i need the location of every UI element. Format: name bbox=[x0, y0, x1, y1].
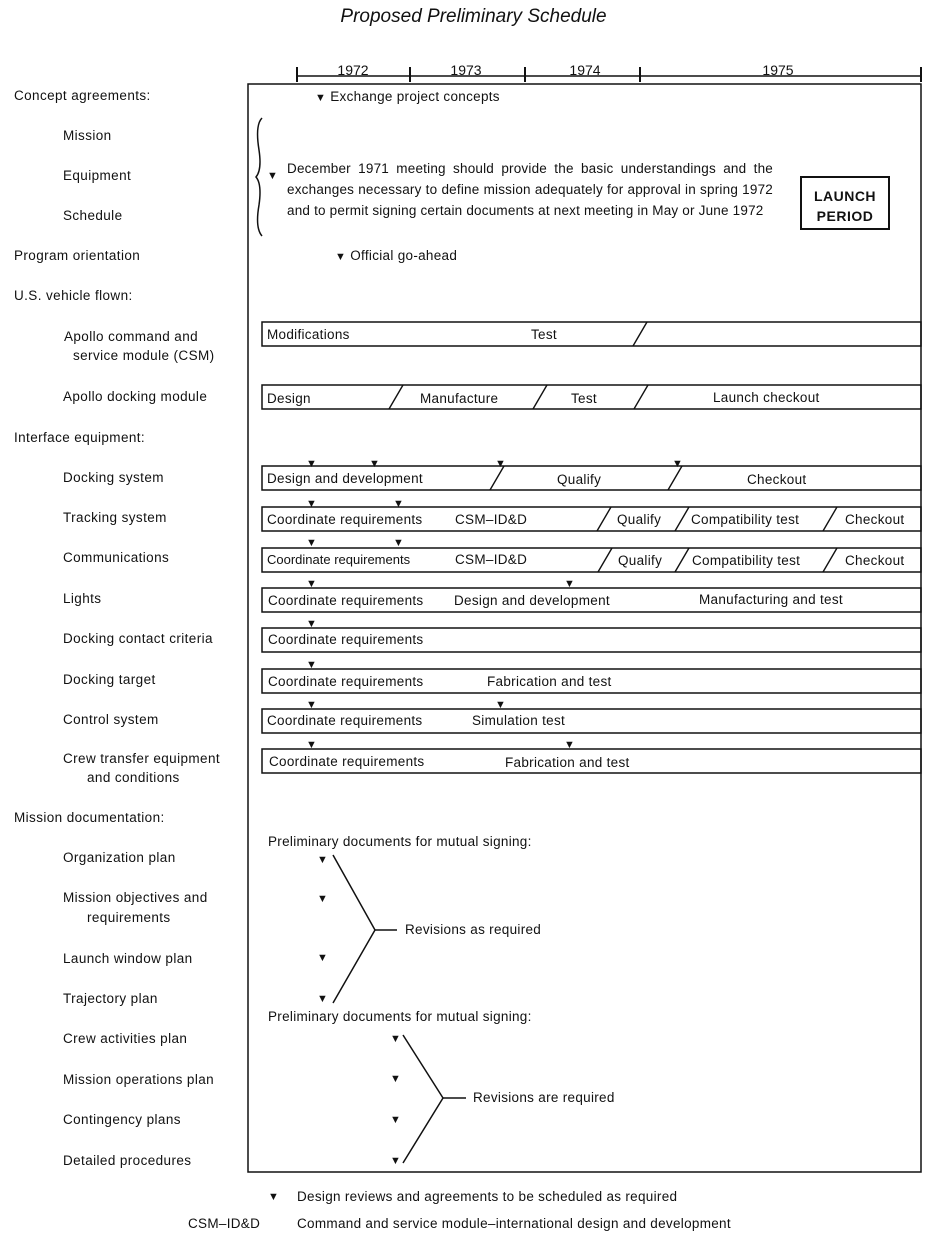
meeting-note: December 1971 meeting should provide the basic understandings and the exchanges necessary to define mission adequately for approval in spring 1972 and to permit signing certain documents at next meeting in May or June 1972 bbox=[287, 161, 773, 218]
milestone-exchange-text: Exchange project concepts bbox=[330, 89, 500, 104]
bar-communications-phase: CSM–ID&D bbox=[455, 552, 528, 567]
launch-period-line1: LAUNCH bbox=[813, 188, 877, 204]
bar-csm-phase: Modifications bbox=[267, 327, 350, 342]
down-triangle-icon: ▼ bbox=[390, 1114, 402, 1126]
down-triangle-icon: ▼ bbox=[315, 92, 327, 104]
down-triangle-icon: ▼ bbox=[672, 458, 684, 470]
down-triangle-icon: ▼ bbox=[317, 952, 329, 964]
revisions-label-1: Revisions as required bbox=[405, 922, 542, 937]
bar-docking-target-phase: Fabrication and test bbox=[487, 674, 612, 689]
down-triangle-icon: ▼ bbox=[306, 739, 318, 751]
milestone-go-ahead-text: Official go-ahead bbox=[350, 248, 458, 263]
bar-communications-phase: Compatibility test bbox=[692, 553, 801, 568]
label-mission-operations-plan: Mission operations plan bbox=[63, 1072, 215, 1087]
label-mission: Mission bbox=[63, 128, 112, 143]
bar-control-system-phase: Simulation test bbox=[472, 713, 566, 728]
bar-tracking-system-phase: Coordinate requirements bbox=[267, 512, 423, 527]
label-program-orientation: Program orientation bbox=[14, 248, 141, 263]
label-detailed-procedures: Detailed procedures bbox=[63, 1153, 192, 1168]
down-triangle-icon: ▼ bbox=[390, 1073, 402, 1085]
year-1975: 1975 bbox=[762, 62, 794, 78]
bar-tracking-system-phase: Compatibility test bbox=[691, 512, 800, 527]
label-tracking-system: Tracking system bbox=[63, 510, 167, 525]
launch-period-line2: PERIOD bbox=[816, 208, 874, 224]
legend-abbreviation-text: Command and service module–international design and development bbox=[297, 1216, 731, 1231]
label-crew-transfer-line1: Crew transfer equipment bbox=[63, 751, 221, 766]
down-triangle-icon: ▼ bbox=[306, 498, 318, 510]
page-title: Proposed Preliminary Schedule bbox=[340, 6, 607, 27]
label-csm-line2: service module (CSM) bbox=[73, 348, 215, 363]
label-schedule: Schedule bbox=[63, 208, 123, 223]
bar-docking-module-phase: Manufacture bbox=[420, 391, 499, 406]
label-equipment: Equipment bbox=[63, 168, 132, 183]
bar-communications-phase: Coordinate requirements bbox=[267, 552, 411, 567]
label-docking-contact-criteria: Docking contact criteria bbox=[63, 631, 213, 646]
label-apollo-docking-module: Apollo docking module bbox=[63, 389, 208, 404]
prelim-docs-label-2: Preliminary documents for mutual signing: bbox=[268, 1009, 532, 1024]
down-triangle-icon: ▼ bbox=[317, 854, 329, 866]
down-triangle-icon: ▼ bbox=[306, 618, 318, 630]
bar-docking-module-phase: Test bbox=[571, 391, 597, 406]
down-triangle-icon: ▼ bbox=[335, 251, 347, 263]
down-triangle-icon: ▼ bbox=[317, 893, 329, 905]
bar-control-system-phase: Coordinate requirements bbox=[267, 713, 423, 728]
bar-tracking-system-phase: CSM–ID&D bbox=[455, 512, 528, 527]
bar-tracking-system-phase: Checkout bbox=[845, 512, 905, 527]
bar-docking-system-phase: Checkout bbox=[747, 472, 807, 487]
year-1973: 1973 bbox=[450, 62, 482, 78]
down-triangle-icon: ▼ bbox=[369, 458, 381, 470]
down-triangle-icon: ▼ bbox=[306, 659, 318, 671]
label-trajectory-plan: Trajectory plan bbox=[63, 991, 158, 1006]
down-triangle-icon: ▼ bbox=[390, 1155, 402, 1167]
down-triangle-icon: ▼ bbox=[393, 537, 405, 549]
down-triangle-icon: ▼ bbox=[393, 498, 405, 510]
launch-period-box bbox=[800, 176, 890, 230]
label-crew-activities-plan: Crew activities plan bbox=[63, 1031, 188, 1046]
down-triangle-icon: ▼ bbox=[267, 170, 279, 182]
label-mission-objectives-line1: Mission objectives and bbox=[63, 890, 208, 905]
label-concept-agreements: Concept agreements: bbox=[14, 88, 151, 103]
down-triangle-icon: ▼ bbox=[317, 993, 329, 1005]
bar-lights-phase: Coordinate requirements bbox=[268, 593, 424, 608]
label-mission-objectives-line2: requirements bbox=[87, 910, 171, 925]
label-lights: Lights bbox=[63, 591, 102, 606]
label-interface-equipment: Interface equipment: bbox=[14, 430, 146, 445]
down-triangle-icon: ▼ bbox=[564, 578, 576, 590]
label-docking-target: Docking target bbox=[63, 672, 156, 687]
label-csm-line1: Apollo command and bbox=[64, 329, 199, 344]
bar-docking-system-phase: Qualify bbox=[557, 472, 602, 487]
milestone-exchange bbox=[315, 89, 500, 106]
label-us-vehicle-flown: U.S. vehicle flown: bbox=[14, 288, 133, 303]
bar-docking-contact-phase: Coordinate requirements bbox=[268, 632, 424, 647]
bar-docking-system-phase: Design and development bbox=[267, 471, 423, 486]
label-mission-documentation: Mission documentation: bbox=[14, 810, 165, 825]
bar-lights-phase: Manufacturing and test bbox=[699, 592, 843, 607]
revisions-label-2: Revisions are required bbox=[473, 1090, 615, 1105]
down-triangle-icon: ▼ bbox=[306, 578, 318, 590]
label-contingency-plans: Contingency plans bbox=[63, 1112, 181, 1127]
down-triangle-icon: ▼ bbox=[268, 1191, 280, 1203]
label-docking-system: Docking system bbox=[63, 470, 164, 485]
bar-communications-phase: Qualify bbox=[618, 553, 663, 568]
down-triangle-icon: ▼ bbox=[564, 739, 576, 751]
bar-lights-phase: Design and development bbox=[454, 593, 610, 608]
down-triangle-icon: ▼ bbox=[306, 458, 318, 470]
bar-tracking-system-phase: Qualify bbox=[617, 512, 662, 527]
year-1974: 1974 bbox=[569, 62, 601, 78]
down-triangle-icon: ▼ bbox=[306, 537, 318, 549]
bar-crew-transfer-phase: Fabrication and test bbox=[505, 755, 630, 770]
legend-marker-text: Design reviews and agreements to be scheduled as required bbox=[297, 1189, 678, 1204]
down-triangle-icon: ▼ bbox=[495, 458, 507, 470]
bar-docking-target-phase: Coordinate requirements bbox=[268, 674, 424, 689]
label-communications: Communications bbox=[63, 550, 170, 565]
year-1972: 1972 bbox=[337, 62, 369, 78]
bar-crew-transfer-phase: Coordinate requirements bbox=[269, 754, 425, 769]
milestone-go-ahead bbox=[335, 248, 457, 265]
label-organization-plan: Organization plan bbox=[63, 850, 176, 865]
down-triangle-icon: ▼ bbox=[306, 699, 318, 711]
label-launch-window-plan: Launch window plan bbox=[63, 951, 193, 966]
bar-csm-phase: Test bbox=[531, 327, 557, 342]
down-triangle-icon: ▼ bbox=[495, 699, 507, 711]
down-triangle-icon: ▼ bbox=[390, 1033, 402, 1045]
label-control-system: Control system bbox=[63, 712, 159, 727]
bar-docking-module-phase: Design bbox=[267, 391, 311, 406]
prelim-docs-label-1: Preliminary documents for mutual signing: bbox=[268, 834, 532, 849]
bar-communications-phase: Checkout bbox=[845, 553, 905, 568]
label-crew-transfer-line2: and conditions bbox=[87, 770, 180, 785]
bar-docking-module-phase: Launch checkout bbox=[713, 390, 820, 405]
legend-abbreviation: CSM–ID&D bbox=[188, 1216, 261, 1231]
